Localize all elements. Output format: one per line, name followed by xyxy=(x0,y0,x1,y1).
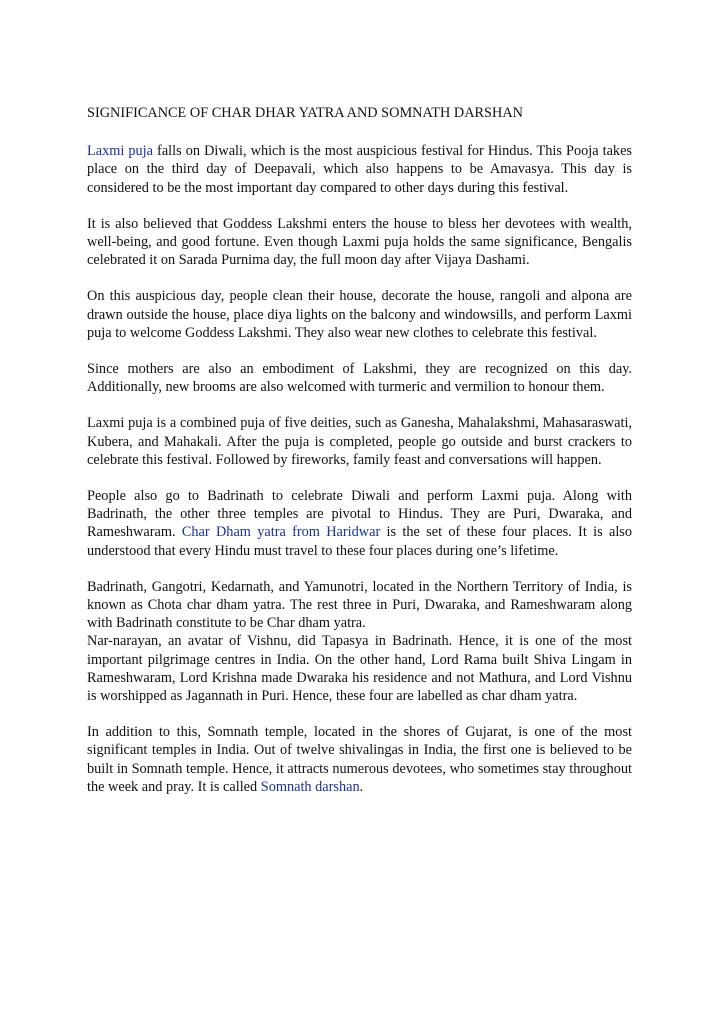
document-title: SIGNIFICANCE OF CHAR DHAR YATRA AND SOMNATH DARSHAN xyxy=(87,105,523,121)
paragraph-nar-narayan: Nar-narayan, an avatar of Vishnu, did Tapasya in Badrinath. Hence, it is one of the most important pilgrimage centres in India. On the other hand, Lord Rama built Shiva Lingam in Rameshwaram, Lord Krishna made Dwaraka his residence and not Mathura, and Lord Vishnu is worshipped as Jagannath in Puri. Hence, these four are labelled as char dham yatra. xyxy=(87,633,632,705)
paragraph-text: People also go to Badrinath to celebrate Diwali and perform Laxmi puja. Along with Badrinath, the other three temples are pivotal to Hindus. They are Puri, Dwaraka, and Rameshwaram. xyxy=(87,488,632,541)
paragraph-text: is the set of these four places. It is also understood that every Hindu must travel to these four places during one’s lifetime. xyxy=(87,524,633,559)
link-somnath-darshan[interactable]: Somnath darshan xyxy=(260,778,360,795)
document-body xyxy=(87,104,632,814)
paragraph-mothers: Since mothers are also an embodiment of Lakshmi, they are recognized on this day. Additionally, new brooms are also welcomed with turmeric and vermilion to honour them. xyxy=(87,361,632,396)
paragraph-goddess-lakshmi: It is also believed that Goddess Lakshmi enters the house to bless her devotees with wealth, well-being, and good fortune. Even though Laxmi puja holds the same significance, Bengalis celebrated it on Sarada Purnima day, the full moon day after Vijaya Dashami. xyxy=(87,215,632,269)
paragraph-text: . xyxy=(359,778,364,795)
link-char-dham-yatra[interactable]: Char Dham yatra from Haridwar xyxy=(181,524,381,541)
paragraph-chota-char-dham: Badrinath, Gangotri, Kedarnath, and Yamunotri, located in the Northern Territory of India, is known as Chota char dham yatra. The rest three in Puri, Dwaraka, and Rameshwaram along with Badrinath constitute to be Char dham yatra. xyxy=(87,578,632,632)
paragraph-text: In addition to this, Somnath temple, located in the shores of Gujarat, is one of the most significant temples in India. Out of twelve shivalingas in India, the first one is believed to be built in Somnath temple. Hence, it attracts numerous devotees, who sometimes stay throughout the week and pray. It is called xyxy=(87,724,632,795)
paragraph-laxmi-puja xyxy=(87,142,632,197)
link-laxmi-puja[interactable]: Laxmi puja xyxy=(87,143,153,160)
paragraph-somnath xyxy=(87,723,632,796)
paragraph-auspicious-day: On this auspicious day, people clean their house, decorate the house, rangoli and alpona are drawn outside the house, place diya lights on the balcony and windowsills, and perform Laxmi puja to welcome Goddess Lakshmi. They also wear new clothes to celebrate this festival. xyxy=(87,288,632,341)
paragraph-text: falls on Diwali, which is the most auspicious festival for Hindus. This Pooja takes place on the third day of Deepavali, which also happens to be Amavasya. This day is considered to be the most important day compared to other days during this festival. xyxy=(87,143,632,196)
paragraph-five-deities: Laxmi puja is a combined puja of five deities, such as Ganesha, Mahalakshmi, Mahasaraswati, Kubera, and Mahakali. After the puja is completed, people go outside and burst crackers to celebrate this festival. Followed by fireworks, family feast and conversations will happen. xyxy=(87,415,632,468)
paragraph-badrinath xyxy=(87,487,632,560)
